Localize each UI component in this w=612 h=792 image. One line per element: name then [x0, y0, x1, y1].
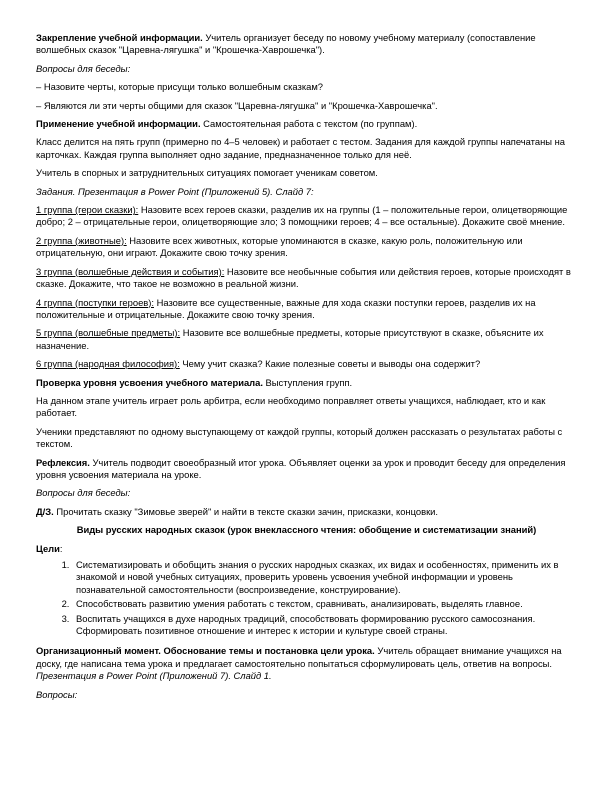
group-6-text: Чему учит сказка? Какие полезные советы и выводы она содержит? [179, 358, 481, 370]
group-1-text: Назовите всех героев сказки, разделив их на группы (1 – положительные герои, олицетворяющие добро; 2 – отрицательные герои, олицетворяющие зло; 3 помощники героев; 4 – все остальные). Докажите своё мнение. [36, 204, 568, 228]
group-3-task [36, 266, 577, 291]
check-text: Выступления групп. [262, 376, 353, 388]
group-4-task [36, 297, 577, 322]
group-6-label: 6 группа (народная философия): [36, 358, 180, 370]
consolidation-heading: Закрепление учебной информации. [36, 32, 203, 43]
group-2-text: Назовите всех животных, которые упоминаются в сказке, какую роль, положительную или отрицательную, они играют. Докажите свою точку зрения. [36, 234, 523, 259]
teacher-help-paragraph: Учитель в спорных и затруднительных ситуациях помогает ученикам советом. [36, 167, 378, 179]
org-moment-paragraph [36, 645, 577, 682]
application-paragraph [36, 118, 577, 130]
question-2: – Являются ли эти черты общими для сказок "Царевна-лягушка" и "Крошечка-Хаврошечка". [36, 99, 438, 111]
group-4-label: 4 группа (поступки героев): [36, 296, 154, 308]
homework-text: Прочитать сказку "Зимовье зверей" и найти в тексте сказки зачин, присказки, концовки. [53, 505, 439, 517]
group-6-task [36, 358, 577, 370]
class-division-paragraph: Класс делится на пять групп (примерно по 4–5 человек) и работает с тестом. Задания для каждой группы напечатаны на карточках. Каждая группа выполняет одно задание, предназначенное только для неё. [36, 136, 565, 160]
goals-line [36, 543, 577, 555]
group-1-task [36, 204, 577, 229]
question-1: – Назовите черты, которые присущи только волшебным сказкам? [36, 81, 323, 93]
group-5-text: Назовите все волшебные предметы, которые присутствуют в сказке, объясните их назначение. [36, 327, 544, 351]
org-moment-text: Учитель обращает внимание учащихся на доску, где написана тема урока и предлагает самостоятельно попытаться сформулировать цель, ответив на вопросы. [36, 645, 562, 669]
org-moment-presentation: Презентация в Power Point (Приложений 7). Слайд 1. [36, 670, 272, 682]
check-heading: Проверка уровня усвоения учебного материала. [36, 376, 263, 388]
group-2-label: 2 группа (животные): [36, 234, 127, 246]
goals-list [36, 559, 577, 637]
consolidation-paragraph [36, 32, 577, 57]
homework-paragraph [36, 506, 577, 518]
group-5-task [36, 327, 577, 352]
group-1-label: 1 группа (герои сказки): [36, 204, 139, 216]
org-moment-heading: Организационный момент. Обоснование темы и постановка цели урока. [36, 645, 375, 657]
application-text: Самостоятельная работа с текстом (по группам). [200, 118, 418, 130]
check-paragraph [36, 377, 577, 389]
questions-label-1: Вопросы для беседы: [36, 62, 131, 74]
students-present-paragraph: Ученики представляют по одному выступающему от каждой группы, который должен рассказать о результатах работы с текстом. [36, 425, 563, 450]
reflection-heading: Рефлексия. [36, 456, 90, 468]
goal-item-2: 2. Способствовать развитию умения работать с текстом, сравнивать, анализировать, выделять главное. [72, 598, 577, 610]
group-5-label: 5 группа (волшебные предметы): [36, 327, 181, 339]
lesson2-title [36, 524, 577, 536]
task-line: Задания. Презентация в Power Point (Приложений 5). Слайд 7: [36, 185, 314, 197]
group-3-label: 3 группа (волшебные действия и события): [36, 265, 225, 277]
group-4-text: Назовите все существенные, важные для хода сказки поступки героев, разделив их на положительные и отрицательные. Докажите свою точку зрения. [36, 296, 536, 320]
lesson2-title-text: Виды русских народных сказок (урок внеклассного чтения: обобщение и систематизации знаний) [76, 524, 537, 536]
reflection-paragraph [36, 457, 577, 482]
questions-label-3: Вопросы: [36, 688, 78, 700]
homework-heading: Д/З. [36, 505, 54, 517]
document-page [36, 32, 577, 707]
questions-label-2: Вопросы для беседы: [36, 487, 131, 499]
goals-label: Цели [36, 542, 60, 554]
application-heading: Применение учебной информации. [36, 118, 201, 130]
consolidation-text: Учитель организует беседу по новому учебному материалу (сопоставление волшебных сказок "Царевна-лягушка" и "Крошечка-Хаврошечка"). [36, 32, 536, 56]
group-3-text: Назовите все необычные события или действия героев, которые происходят в сказке. Докажите, что такое не возможно в реальной жизни. [36, 265, 571, 290]
group-2-task [36, 235, 577, 260]
goals-colon: : [59, 542, 63, 554]
reflection-text: Учитель подводит своеобразный итог урока. Объявляет оценки за урок и проводит беседу для определения уровня усвоения материала на уроке. [36, 456, 566, 480]
goal-item-1: 1. Систематизировать и обобщить знания о русских народных сказках, их видах и особенностях, применить их в знакомой и новой учебных ситуациях, проверить уровень усвоения учебной информации и уровень познавательной самостоятельности (воспроизведение, конструирование). [72, 559, 577, 596]
goal-item-3: 3. Воспитать учащихся в духе народных традиций, способствовать формированию русского самосознания. Сформировать позитивное отношение и интерес к истории и культуре своей страны. [72, 613, 577, 638]
arbiter-paragraph: На данном этапе учитель играет роль арбитра, если необходимо поправляет ответы учащихся, наблюдает, кто и как работает. [36, 394, 546, 419]
